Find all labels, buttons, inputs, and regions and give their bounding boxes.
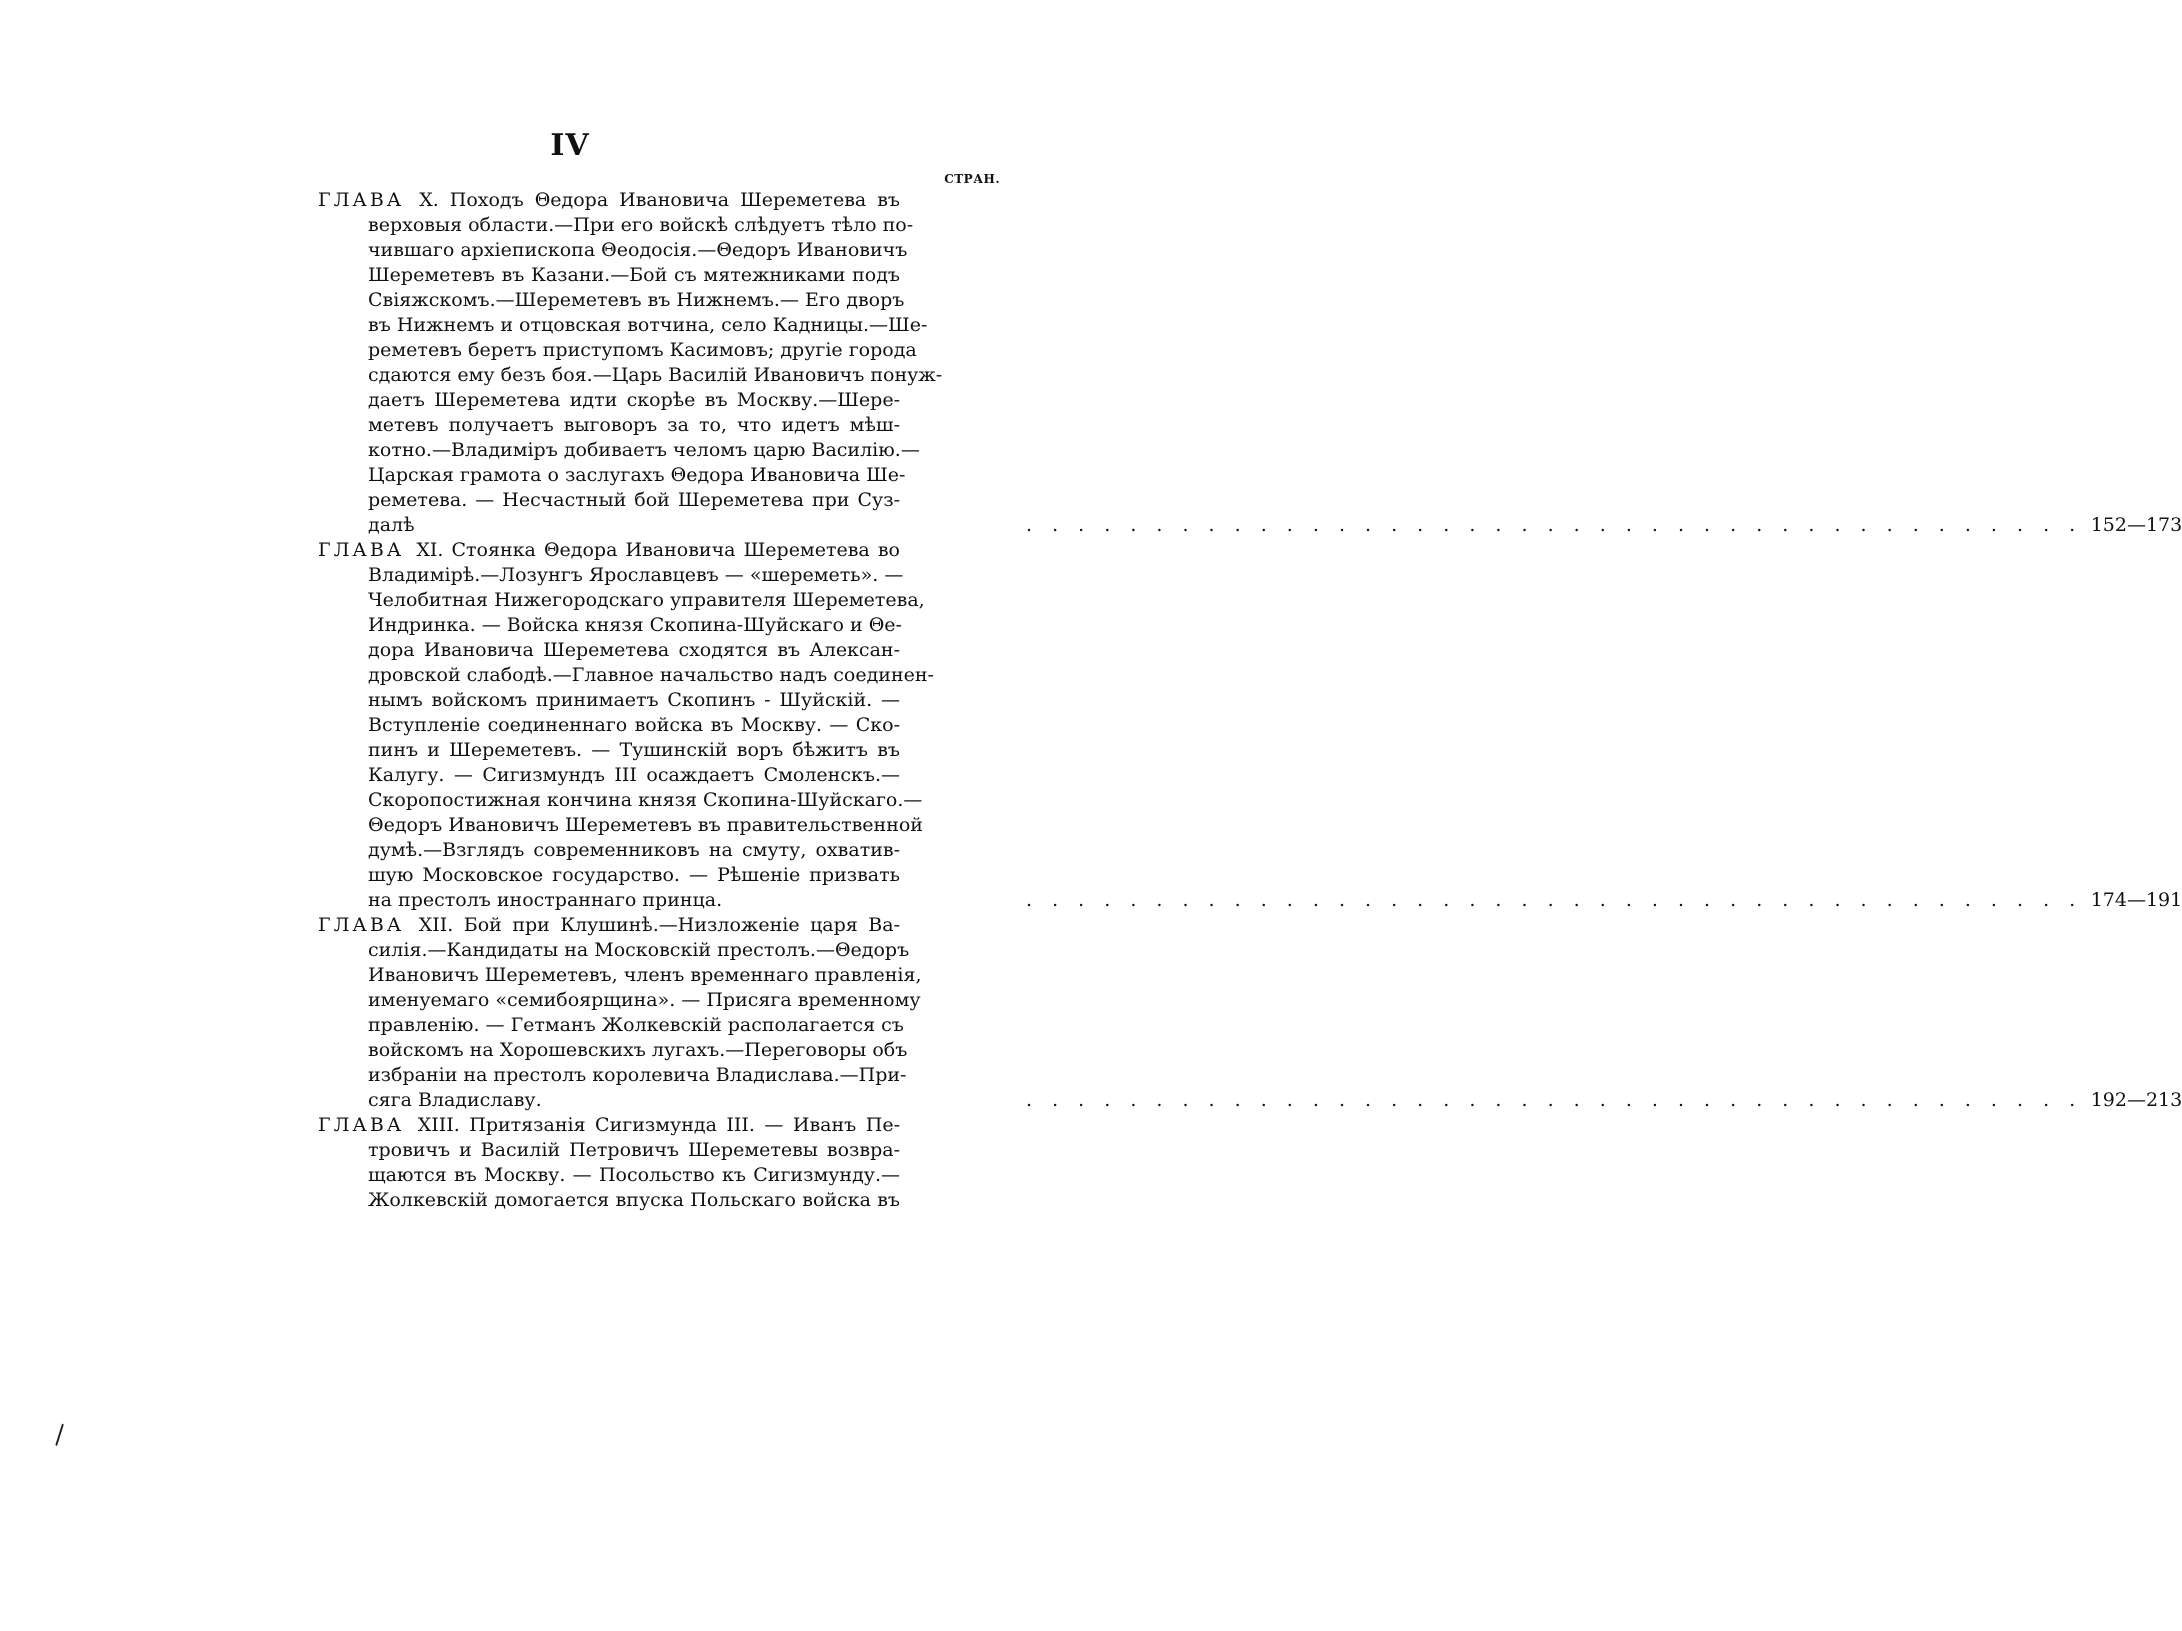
toc-line-text (368, 838, 900, 863)
toc-line-content: Калугу. — Сигизмундъ III осаждаетъ Смоленскъ.— (368, 764, 900, 786)
toc-line-content: избраніи на престолъ королевича Владислава.—При- (368, 1064, 907, 1086)
toc-line-text (368, 263, 900, 288)
toc-line-content: котно.—Владиміръ добиваетъ челомъ царю Василію.— (368, 439, 920, 461)
toc-line (318, 338, 1018, 363)
chapter-label: ГЛАВА (318, 914, 405, 936)
toc-line (318, 913, 1018, 938)
toc-line-text (368, 938, 910, 963)
toc-line-content: дровской слабодѣ.—Главное начальство надъ соединен- (368, 664, 934, 686)
toc-line-text (368, 513, 1018, 538)
toc-line (318, 1113, 1018, 1138)
toc-line (318, 763, 1018, 788)
toc-line-text (368, 813, 923, 838)
toc-line-content: щаются въ Москву. — Посольство къ Сигизмунду.— (368, 1164, 900, 1186)
toc-line (318, 1188, 1018, 1213)
toc-line (318, 1063, 1018, 1088)
toc-line-text (368, 713, 900, 738)
toc-entry (318, 913, 2182, 1113)
toc-line (318, 438, 1018, 463)
toc-line-text (368, 1163, 900, 1188)
toc-line-text (368, 238, 908, 263)
toc-line-content: Θедоръ Ивановичъ Шереметевъ въ правительственной (368, 814, 923, 836)
toc-line-text (318, 538, 900, 563)
toc-line-text (368, 288, 905, 313)
page-range: 192—213 (2090, 1089, 2182, 1111)
toc-entry (318, 188, 2182, 538)
toc-line-content: шую Московское государство. — Рѣшеніе призвать (368, 864, 900, 886)
toc-line-content: верховыя области.—При его войскѣ слѣдуетъ тѣло по- (368, 214, 914, 236)
toc-line-content: даетъ Шереметева идти скорѣе въ Москву.—Шере- (368, 389, 900, 411)
toc-line-text (368, 388, 900, 413)
toc-line-content: реметева. — Несчастный бой Шереметева при Суз- (368, 489, 900, 511)
toc-line-content: Х. Походъ Θедора Ивановича Шереметева въ (419, 189, 900, 211)
toc-line-text (368, 763, 900, 788)
toc-line-content: Ивановичъ Шереметевъ, членъ временнаго правленія, (368, 964, 922, 986)
toc-line-content: XII. Бой при Клушинѣ.—Низложеніе царя Ва- (418, 914, 900, 936)
toc-line-content: пинъ и Шереметевъ. — Тушинскій воръ бѣжитъ въ (368, 739, 900, 761)
toc-line-content: Жолкевскій домогается впуска Польскаго войска въ (368, 1189, 900, 1211)
chapter-label: ГЛАВА (318, 189, 405, 211)
toc-line-text (368, 1088, 1018, 1113)
toc-line-content: сдаются ему безъ боя.—Царь Василій Ивановичъ понуж- (368, 364, 943, 386)
toc-line-text (368, 988, 921, 1013)
toc-line (318, 463, 1018, 488)
toc-line-text (368, 888, 1018, 913)
toc-line-text (368, 788, 923, 813)
toc-line (318, 1013, 1018, 1038)
toc-line (318, 213, 1018, 238)
toc-line (318, 188, 1018, 213)
toc-line-text (368, 688, 900, 713)
toc-line-content: Царская грамота о заслугахъ Θедора Ивановича Ше- (368, 464, 906, 486)
toc-line-content: нымъ войскомъ принимаетъ Скопинъ - Шуйскій. — (368, 689, 900, 711)
toc-line-content: Индринка. — Войска князя Скопина-Шуйскаго и Θе- (368, 614, 902, 636)
toc-line (318, 888, 2182, 913)
toc-line-text (368, 338, 917, 363)
toc-line (318, 588, 1018, 613)
toc-line-text (318, 188, 900, 213)
toc-line (318, 938, 1018, 963)
toc-line-text (368, 738, 900, 763)
toc-line-content: Челобитная Нижегородскаго управителя Шереметева, (368, 589, 925, 611)
toc-line-text (368, 1038, 908, 1063)
toc-line (318, 288, 1018, 313)
toc-line (318, 663, 1018, 688)
toc-line-text (368, 638, 900, 663)
toc-line-content: Свіяжскомъ.—Шереметевъ въ Нижнемъ.— Его дворъ (368, 289, 905, 311)
toc-line-text (368, 613, 900, 638)
dot-leader: . . . . . . . . . . . . . . . . . . . . . . . . . . . . . . . . . . . . . . . . . (1026, 1089, 2083, 1111)
toc-line-content: сяга Владиславу. (368, 1089, 542, 1111)
dot-leader: . . . . . . . . . . . . . . . . . . . . . . . . . . . . . . . . . . . . . . . . . (1026, 514, 2083, 536)
page-range: 174—191 (2090, 889, 2182, 911)
toc-line-content: XI. Стоянка Θедора Ивановича Шереметева во (416, 539, 900, 561)
toc-line-content: на престолъ иностраннаго принца. (368, 889, 723, 911)
toc-line (318, 738, 1018, 763)
toc-line (318, 838, 1018, 863)
toc-line (318, 863, 1018, 888)
toc-line (318, 538, 1018, 563)
toc-line-text (368, 488, 900, 513)
pages-column-heading: СТРАН. (944, 172, 1000, 186)
toc-line-text (368, 1138, 900, 1163)
page-range: 152—173 (2090, 514, 2182, 536)
toc-line-text (318, 1113, 900, 1138)
toc-line (318, 688, 1018, 713)
toc-line-text (368, 363, 943, 388)
toc-line-text (368, 213, 914, 238)
toc-line (318, 413, 1018, 438)
toc-line-content: именуемаго «семибоярщина». — Присяга временному (368, 989, 921, 1011)
toc-line-text (368, 413, 900, 438)
toc-line-text (368, 438, 920, 463)
toc-line (318, 613, 1018, 638)
toc-line-content: правленію. — Гетманъ Жолкевскій располагается съ (368, 1014, 904, 1036)
toc-line-content: Вступленіе соединеннаго войска въ Москву. — Ско- (368, 714, 900, 736)
toc-line (318, 488, 1018, 513)
toc-line-content: войскомъ на Хорошевскихъ лугахъ.—Переговоры объ (368, 1039, 908, 1061)
toc-line-content: Владимірѣ.—Лозунгъ Ярославцевъ — «шереметь». — (368, 564, 904, 586)
toc-line (318, 988, 1018, 1013)
toc-line-text (368, 1013, 904, 1038)
toc-line-text (368, 463, 906, 488)
page-number: IV (550, 128, 590, 163)
chapter-label: ГЛАВА (318, 1114, 405, 1136)
toc-line-content: въ Нижнемъ и отцовская вотчина, село Кадницы.—Ше- (368, 314, 928, 336)
toc-line-content: тровичъ и Василій Петровичъ Шереметевы возвра- (368, 1139, 900, 1161)
toc-line (318, 513, 2182, 538)
toc-line (318, 263, 1018, 288)
toc-line-content: далѣ (368, 514, 415, 536)
toc-line-text (368, 863, 900, 888)
toc-line-content: XIII. Притязанія Сигизмунда III. — Иванъ Пе- (417, 1114, 900, 1136)
toc-line-content: Шереметевъ въ Казани.—Бой съ мятежниками подъ (368, 264, 900, 286)
toc-line (318, 313, 1018, 338)
toc-line-content: чившаго архіепископа Θеодосія.—Θедоръ Ивановичъ (368, 239, 908, 261)
toc-line (318, 1038, 1018, 1063)
toc-line-text (368, 588, 925, 613)
chapter-label: ГЛАВА (318, 539, 405, 561)
toc-line-text (368, 313, 928, 338)
toc-line (318, 963, 1018, 988)
toc-line-content: думѣ.—Взглядъ современниковъ на смуту, охватив- (368, 839, 900, 861)
toc-line-content: метевъ получаетъ выговоръ за то, что идетъ мѣш- (368, 414, 900, 436)
toc-entry (318, 1113, 1018, 1213)
toc-line (318, 713, 1018, 738)
table-of-contents (318, 188, 2182, 1213)
toc-line (318, 1088, 2182, 1113)
toc-line-content: реметевъ беретъ приступомъ Касимовъ; другіе города (368, 339, 917, 361)
toc-line (318, 238, 1018, 263)
toc-line (318, 563, 1018, 588)
dot-leader: . . . . . . . . . . . . . . . . . . . . . . . . . . . . . . . . . . . . . . . . . (1026, 889, 2083, 911)
toc-line-text (318, 913, 900, 938)
toc-line (318, 363, 1018, 388)
toc-entry (318, 538, 2182, 913)
toc-line (318, 638, 1018, 663)
toc-line (318, 1138, 1018, 1163)
toc-line-text (368, 1063, 907, 1088)
toc-line-content: силія.—Кандидаты на Московскій престолъ.—Θедоръ (368, 939, 910, 961)
toc-line-text (368, 963, 922, 988)
stray-mark: \ (47, 1420, 72, 1450)
toc-line-text (368, 1188, 900, 1213)
toc-line (318, 788, 1018, 813)
toc-line (318, 1163, 1018, 1188)
toc-line-text (368, 663, 934, 688)
toc-line-content: Скоропостижная кончина князя Скопина-Шуйскаго.— (368, 789, 923, 811)
toc-line (318, 388, 1018, 413)
toc-line (318, 813, 1018, 838)
toc-line-text (368, 563, 904, 588)
toc-line-content: дора Ивановича Шереметева сходятся въ Алексан- (368, 639, 900, 661)
